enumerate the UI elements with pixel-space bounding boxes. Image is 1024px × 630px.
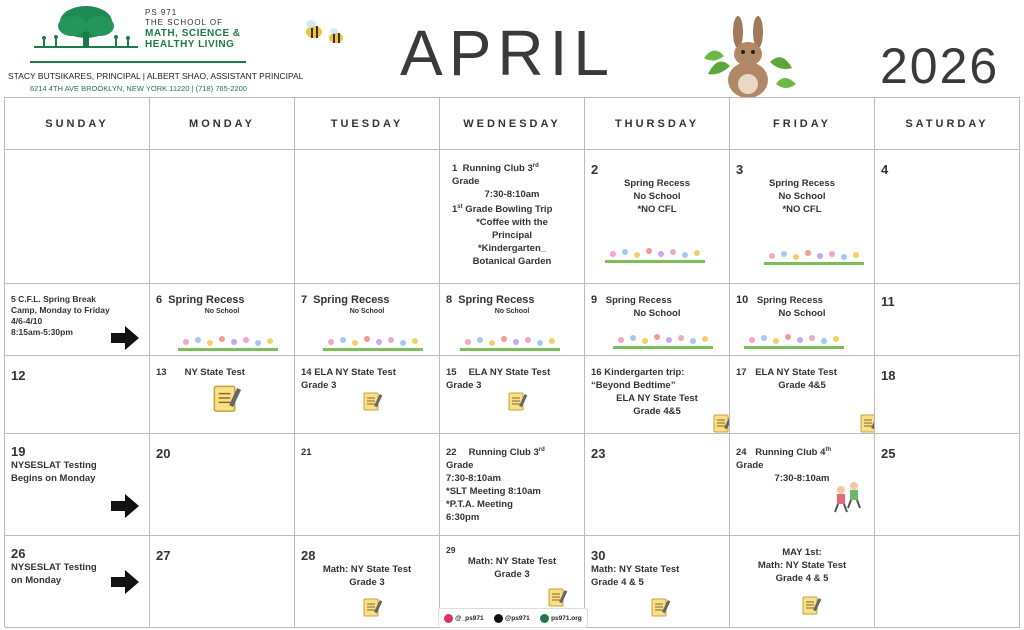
- flowers-icon: [178, 330, 278, 354]
- event-line: Spring Recess: [769, 178, 835, 189]
- event-title: Spring Recess: [168, 294, 245, 306]
- event-line: Grade Bowling Trip: [462, 204, 553, 216]
- event-sub: Grade 3: [446, 380, 482, 391]
- instagram-icon: [444, 614, 453, 623]
- event-sub: No School: [778, 308, 826, 319]
- arrow-right-icon: [111, 570, 139, 594]
- day-number: 22: [446, 447, 457, 459]
- event-line: on Monday: [11, 575, 62, 586]
- day-number: 21: [301, 447, 312, 458]
- x-link[interactable]: [494, 614, 530, 623]
- day-cell-apr-19: [5, 434, 150, 536]
- event-line: Math: NY State Test: [757, 560, 847, 571]
- event-line: *NO CFL: [637, 204, 677, 215]
- day-number: 24: [736, 447, 747, 459]
- day-cell-apr-22: [440, 434, 585, 536]
- day-cell-apr-1: [440, 150, 585, 284]
- event-sub: Grade 4&5: [778, 380, 826, 391]
- day-header-thursday: THURSDAY: [585, 98, 730, 150]
- day-cell-apr-5: [5, 284, 150, 356]
- day-cell-apr-23: [585, 434, 730, 536]
- day-number: 18: [881, 368, 896, 383]
- superscript: rd: [538, 447, 545, 453]
- event-line: “Beyond Bedtime”: [591, 380, 676, 391]
- event-line: *SLT Meeting 8:10am: [446, 486, 541, 498]
- event-line: Principal: [491, 230, 533, 242]
- event-line: 7:30-8:10am: [774, 473, 830, 485]
- event-line: *Kindergarten_: [477, 243, 547, 255]
- school-tree-logo-icon: [30, 4, 142, 54]
- day-header-tuesday: TUESDAY: [295, 98, 440, 150]
- day-number: 28: [301, 548, 316, 563]
- school-ps: PS 971: [145, 8, 178, 17]
- flowers-icon: [460, 330, 560, 354]
- day-number: 17: [736, 367, 747, 378]
- x-handle: @ps971: [504, 614, 530, 622]
- event-line: 7:30-8:10am: [484, 189, 540, 201]
- event-line: Grade 4 & 5: [775, 573, 829, 584]
- website-link[interactable]: [540, 614, 582, 623]
- event-title: Spring Recess: [756, 295, 823, 306]
- instagram-handle: @_ps971: [455, 614, 484, 622]
- day-number: 23: [591, 446, 606, 461]
- school-name: [145, 8, 241, 50]
- day-header-friday: FRIDAY: [730, 98, 875, 150]
- day-number: 29: [446, 545, 456, 555]
- day-cell-empty: [150, 150, 295, 284]
- day-cell-apr-25: [875, 434, 1020, 536]
- flowers-icon: [764, 244, 864, 268]
- day-cell-empty: [5, 150, 150, 284]
- event-line: Camp, Monday to Friday: [11, 305, 110, 315]
- day-cell-apr-4: [875, 150, 1020, 284]
- event-line: 8:15am-5:30pm: [11, 327, 73, 337]
- year-title: 2026: [880, 38, 1000, 94]
- event-title: 14 ELA NY State Test: [301, 367, 396, 378]
- day-cell-apr-28: [295, 536, 440, 628]
- instagram-link[interactable]: [444, 614, 483, 623]
- flowers-icon: [323, 330, 423, 354]
- event-line: Running Club 3: [468, 447, 539, 459]
- event-line: Grade 3: [494, 569, 530, 580]
- event-line: *P.T.A. Meeting: [446, 499, 513, 511]
- day-number: 6: [156, 294, 163, 306]
- event-line: Botanical Garden: [472, 256, 552, 268]
- arrow-right-icon: [111, 326, 139, 350]
- event-title: ELA NY State Test: [468, 367, 551, 378]
- arrow-right-icon: [111, 494, 139, 518]
- day-cell-apr-9: [585, 284, 730, 356]
- event-sub: No School: [633, 308, 681, 319]
- day-cell-apr-21: [295, 434, 440, 536]
- event-sub: Grade 3: [301, 380, 337, 391]
- day-number: 3: [736, 162, 744, 177]
- day-number: 25: [881, 446, 896, 461]
- bunny-icon: [700, 14, 800, 100]
- day-number: 26: [11, 546, 26, 561]
- day-cell-apr-15: [440, 356, 585, 434]
- address-line: 6214 4TH AVE BROOKLYN, NEW YORK 11220 | (718) 765-2200: [30, 84, 247, 93]
- school-line3: HEALTHY LIVING: [145, 39, 235, 50]
- event-line: 1: [452, 204, 458, 216]
- staff-line: STACY BUTSIKARES, PRINCIPAL | ALBERT SHAO, ASSISTANT PRINCIPAL: [8, 71, 304, 81]
- day-number: 27: [156, 548, 171, 563]
- event-line: Grade 3: [349, 577, 385, 588]
- header-divider: [30, 61, 246, 63]
- superscript: rd: [532, 163, 539, 169]
- day-number: 2: [591, 162, 599, 177]
- day-cell-apr-7: [295, 284, 440, 356]
- day-cell-apr-10: [730, 284, 875, 356]
- day-cell-apr-8: [440, 284, 585, 356]
- day-number: 10: [736, 294, 749, 306]
- day-cell-apr-6: [150, 284, 295, 356]
- calendar-header: [0, 0, 1024, 96]
- event-line: Math: NY State Test: [467, 556, 557, 567]
- day-cell-apr-18: [875, 356, 1020, 434]
- day-cell-apr-16: [585, 356, 730, 434]
- day-number: 30: [591, 548, 606, 563]
- day-number: 20: [156, 446, 171, 461]
- day-number: 19: [11, 444, 26, 459]
- event-line: 5 C.F.L. Spring Break: [11, 294, 97, 304]
- event-line: Grade: [736, 460, 764, 472]
- notepad-icon: [546, 586, 568, 608]
- notepad-icon: [210, 382, 242, 414]
- event-sub: No School: [494, 308, 530, 315]
- event-line: No School: [778, 191, 826, 202]
- bees-icon: [300, 18, 348, 48]
- calendar-grid: [4, 97, 1020, 627]
- x-icon: [494, 614, 503, 623]
- globe-icon: [540, 614, 549, 623]
- event-line: *NO CFL: [782, 204, 822, 215]
- notepad-icon: [649, 596, 671, 618]
- event-title: Spring Recess: [458, 294, 535, 306]
- notepad-icon: [361, 596, 383, 618]
- event-title: NY State Test: [184, 367, 245, 378]
- event-line: 4/6-4/10: [11, 316, 43, 326]
- event-line: Grade: [452, 176, 480, 188]
- superscript: th: [825, 447, 832, 453]
- day-header-sunday: SUNDAY: [5, 98, 150, 150]
- event-line: Begins on Monday: [11, 473, 96, 484]
- day-number: 15: [446, 367, 457, 378]
- day-header-saturday: SATURDAY: [875, 98, 1020, 150]
- flowers-icon: [605, 242, 705, 266]
- event-line: ELA NY State Test: [616, 393, 698, 404]
- event-title: ELA NY State Test: [755, 367, 837, 378]
- flowers-icon: [613, 328, 713, 352]
- day-cell-apr-3: [730, 150, 875, 284]
- day-cell-apr-13: [150, 356, 295, 434]
- day-cell-apr-2: [585, 150, 730, 284]
- day-cell-apr-11: [875, 284, 1020, 356]
- event-line: No School: [633, 191, 681, 202]
- day-cell-apr-27: [150, 536, 295, 628]
- notepad-icon: [506, 390, 528, 412]
- day-cell-apr-24: [730, 434, 875, 536]
- notepad-icon: [361, 390, 383, 412]
- event-line: Grade: [446, 460, 474, 472]
- day-number: 9: [591, 294, 598, 306]
- notepad-icon: [800, 594, 822, 616]
- event-line: Spring Recess: [624, 178, 690, 189]
- day-number: 8: [446, 294, 453, 306]
- day-number: 7: [301, 294, 308, 306]
- day-number: 1: [452, 163, 458, 175]
- event-title: Spring Recess: [313, 294, 390, 306]
- event-line: Math: NY State Test: [322, 564, 412, 575]
- running-kids-icon: [832, 480, 862, 518]
- event-line: NYSESLAT Testing: [11, 562, 97, 573]
- event-line: Math: NY State Test: [591, 564, 680, 575]
- event-line: 7:30-8:10am: [446, 473, 501, 485]
- day-cell-empty: [295, 150, 440, 284]
- event-line: Running Club 4: [755, 447, 826, 459]
- day-cell-apr-30: [585, 536, 730, 628]
- day-cell-may-1: [730, 536, 875, 628]
- day-header-monday: MONDAY: [150, 98, 295, 150]
- event-line: 6:30pm: [446, 512, 480, 524]
- day-cell-apr-17: [730, 356, 875, 434]
- social-links: [438, 608, 588, 628]
- notepad-icon: [711, 412, 730, 434]
- event-sub: No School: [349, 308, 385, 315]
- flowers-icon: [744, 328, 844, 352]
- event-line: 16 Kindergarten trip:: [591, 367, 685, 378]
- day-number: 13: [156, 367, 167, 378]
- month-title: APRIL: [400, 17, 615, 89]
- event-line: MAY 1st:: [782, 547, 822, 558]
- event-line: NYSESLAT Testing: [11, 460, 97, 471]
- school-line2: MATH, SCIENCE &: [145, 28, 241, 39]
- superscript: st: [457, 204, 463, 211]
- day-cell-empty: [875, 536, 1020, 628]
- day-number: 4: [881, 162, 889, 177]
- website-url: ps971.org: [551, 614, 582, 622]
- day-number: 12: [11, 368, 26, 383]
- notepad-icon: [858, 412, 875, 434]
- day-number: 11: [881, 294, 895, 309]
- day-cell-apr-20: [150, 434, 295, 536]
- day-cell-apr-14: [295, 356, 440, 434]
- event-line: Grade 4&5: [633, 406, 681, 417]
- event-line: *Coffee with the: [476, 217, 548, 229]
- day-cell-apr-12: [5, 356, 150, 434]
- day-header-wednesday: WEDNESDAY: [440, 98, 585, 150]
- event-line: Grade 4 & 5: [591, 577, 644, 588]
- event-title: Spring Recess: [605, 295, 672, 306]
- event-sub: No School: [204, 308, 240, 315]
- event-line: Running Club 3: [462, 163, 533, 175]
- day-cell-apr-26: [5, 536, 150, 628]
- school-line1: THE SCHOOL OF: [145, 18, 224, 27]
